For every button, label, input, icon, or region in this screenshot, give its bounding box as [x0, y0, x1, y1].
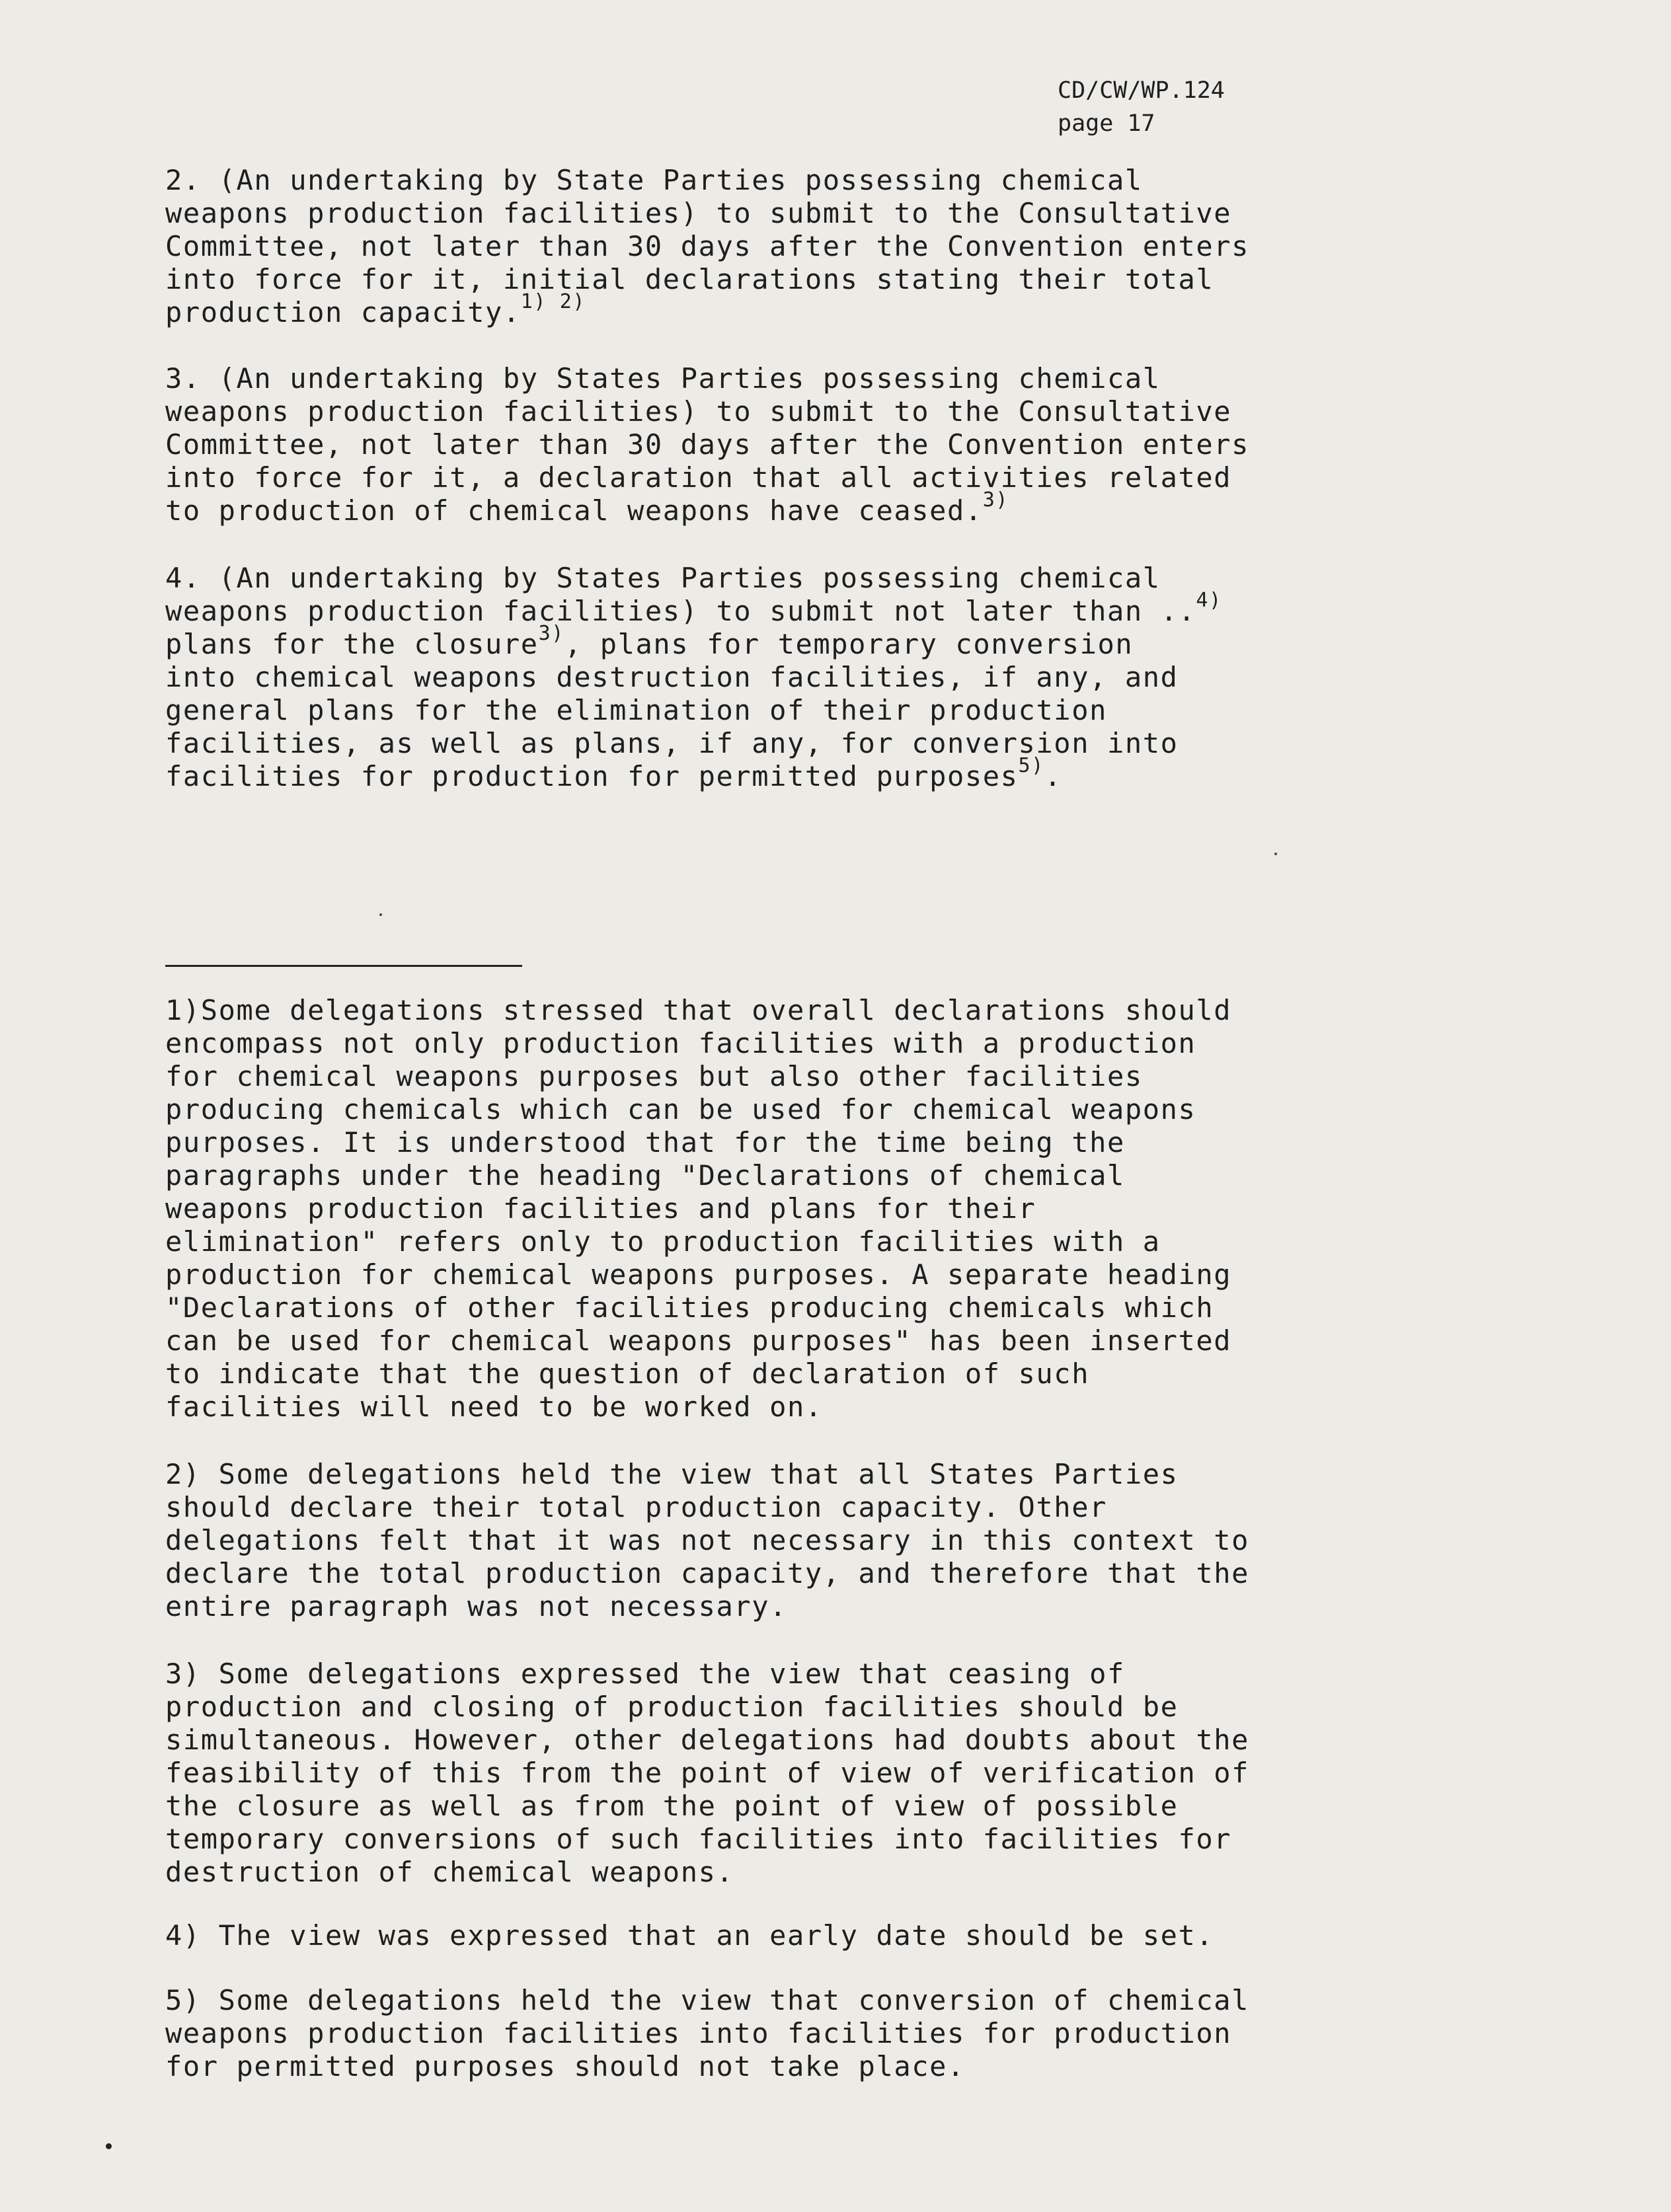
- footnote-ref-1-2: 1) 2): [520, 290, 586, 313]
- paragraph-2: [165, 164, 1421, 329]
- footnote-5: 5) Some delegations held the view that conversion of chemical weapons production facilities into facilities for production for permitted purposes should not take place.: [165, 1984, 1250, 2082]
- footnote-ref-3-closure: 3): [538, 622, 564, 645]
- scan-speck: [1274, 853, 1277, 855]
- paragraph-4-text-b: plans for the closure: [165, 628, 539, 660]
- footnote-3: 3) Some delegations expressed the view that ceasing of production and closing of production facilities should be simultaneous. However, other delegations had doubts about the feasibility of this from the point of view of verification of the closure as well as from the point of view of possible temporary conversions of such facilities into facilities for destruction of chemical weapons.: [165, 1658, 1250, 1888]
- footnote-2: 2) Some delegations held the view that all States Parties should declare their total production capacity. Other delegations felt that it was not necessary in this context to declare the total production capacity, and therefore that the entire paragraph was not necessary.: [165, 1458, 1250, 1622]
- footnote-4: 4) The view was expressed that an early date should be set.: [165, 1919, 1214, 1952]
- scan-speck: [379, 913, 382, 916]
- paragraph-4-text-a: 4. (An undertaking by States Parties possessing chemical weapons production facilities) to submit not later than ..: [165, 562, 1196, 627]
- footnote-separator: [165, 965, 522, 967]
- paragraph-4-text-d: .: [1044, 760, 1062, 792]
- paragraph-4: [165, 562, 1421, 793]
- page-number: page 17: [1058, 110, 1155, 137]
- page-header: [1058, 74, 1225, 140]
- paragraph-4-text-c: , plans for temporary conversion into chemical weapons destruction facilities, if any, and general plans for the elimination of their production facilities, as well as plans, if any, for conversion into facilities for production for permitted purposes: [165, 628, 1179, 792]
- paragraph-3: [165, 362, 1421, 527]
- paragraph-2-text: 2. (An undertaking by State Parties possessing chemical weapons production facilities) to submit to the Consultative Committee, not later than 30 days after the Convention enters into force for it, initial declarations stating their total production capacity.: [165, 164, 1250, 328]
- footnote-ref-5: 5): [1018, 754, 1044, 777]
- paragraph-3-text: 3. (An undertaking by States Parties possessing chemical weapons production facilities) to submit to the Consultative Committee, not later than 30 days after the Convention enters into force for it, a declaration that all activities related to production of chemical weapons have ceased.: [165, 362, 1250, 527]
- footnote-ref-3: 3): [982, 488, 1009, 512]
- scan-speck: [106, 2143, 112, 2149]
- footnote-1: 1)Some delegations stressed that overall declarations should encompass not only production facilities with a production for chemical weapons purposes but also other facilities producing chemicals which can be used for chemical weapons purposes. It is understood that for the time being the paragraphs under the heading "Declarations of chemical weapons production facilities and plans for their elimination" refers only to production facilities with a production for chemical weapons purposes. A separate heading "Declarations of other facilities producing chemicals which can be used for chemical weapons purposes" has been inserted to indicate that the question of declaration of such facilities will need to be worked on.: [165, 994, 1232, 1423]
- document-symbol: CD/CW/WP.124: [1058, 77, 1225, 104]
- footnote-ref-4: 4): [1196, 589, 1222, 612]
